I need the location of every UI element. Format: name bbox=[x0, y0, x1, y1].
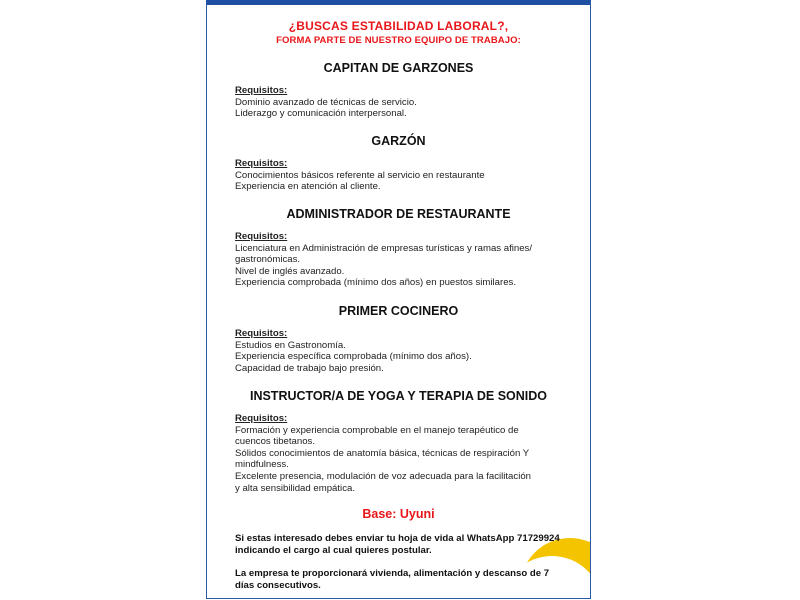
requirement-line: gastronómicas. bbox=[235, 254, 301, 266]
job-title-capitan: CAPITAN DE GARZONES bbox=[323, 61, 474, 75]
requirement-line: cuencos tibetanos. bbox=[235, 436, 316, 448]
requirement-line: Sólidos conocimientos de anatomía básica, técnicas de respiración Y bbox=[235, 447, 530, 459]
benefits-line: La empresa te proporcionará vivienda, alimentación y descanso de 7 bbox=[235, 568, 550, 579]
requirement-line: mindfulness. bbox=[235, 459, 289, 471]
job-title-administrador: ADMINISTRADOR DE RESTAURANTE bbox=[286, 207, 511, 221]
job-title-garzon: GARZÓN bbox=[371, 134, 426, 148]
job-requirements-capitan bbox=[235, 85, 565, 120]
poster-subheadline: FORMA PARTE DE NUESTRO EQUIPO DE TRABAJO: bbox=[276, 35, 521, 46]
poster-headline: ¿BUSCAS ESTABILIDAD LABORAL?, bbox=[288, 19, 509, 33]
job-title-instructor-yoga: INSTRUCTOR/A DE YOGA Y TERAPIA DE SONIDO bbox=[249, 389, 548, 403]
requirement-line: y alta sensibilidad empática. bbox=[235, 482, 355, 494]
requirement-line: Liderazgo y comunicación interpersonal. bbox=[235, 108, 407, 120]
requirements-label: Requisitos: bbox=[235, 328, 288, 339]
requirement-line: Experiencia en atención al cliente. bbox=[235, 181, 381, 193]
requirement-line: Estudios en Gastronomía. bbox=[235, 339, 346, 351]
contact-line: Si estas interesado debes enviar tu hoja de vida al WhatsApp 71729924 bbox=[235, 533, 560, 544]
contact-instructions bbox=[235, 533, 570, 558]
requirement-line: Conocimientos básicos referente al servicio en restaurante bbox=[235, 169, 485, 181]
job-requirements-instructor-yoga bbox=[235, 413, 565, 494]
benefits-line: días consecutivos. bbox=[235, 580, 321, 592]
requirement-line: Experiencia comprobada (mínimo dos años) en puestos similares. bbox=[235, 277, 517, 289]
contact-line: indicando el cargo al cual quieres postular. bbox=[235, 545, 432, 557]
benefits-note bbox=[235, 568, 570, 593]
requirement-line: Experiencia específica comprobada (mínimo dos años). bbox=[235, 351, 472, 363]
requirement-line: Formación y experiencia comprobable en el manejo terapéutico de bbox=[235, 424, 519, 436]
job-poster bbox=[206, 0, 591, 599]
requirements-label: Requisitos: bbox=[235, 85, 288, 96]
requirements-label: Requisitos: bbox=[235, 413, 288, 424]
job-title-cocinero: PRIMER COCINERO bbox=[338, 304, 459, 318]
job-location: Base: Uyuni bbox=[362, 507, 435, 521]
requirement-line: Nivel de inglés avanzado. bbox=[235, 265, 345, 277]
requirements-label: Requisitos: bbox=[235, 158, 288, 169]
top-blue-bar bbox=[207, 0, 590, 5]
requirement-line: Capacidad de trabajo bajo presión. bbox=[235, 362, 384, 374]
requirement-line: Dominio avanzado de técnicas de servicio. bbox=[235, 96, 417, 108]
job-requirements-garzon bbox=[235, 158, 565, 193]
job-requirements-administrador bbox=[235, 231, 565, 289]
requirement-line: Licenciatura en Administración de empresas turísticas y ramas afines/ bbox=[235, 242, 533, 254]
job-requirements-cocinero bbox=[235, 328, 565, 374]
requirements-label: Requisitos: bbox=[235, 231, 288, 242]
requirement-line: Excelente presencia, modulación de voz adecuada para la facilitación bbox=[235, 470, 531, 482]
